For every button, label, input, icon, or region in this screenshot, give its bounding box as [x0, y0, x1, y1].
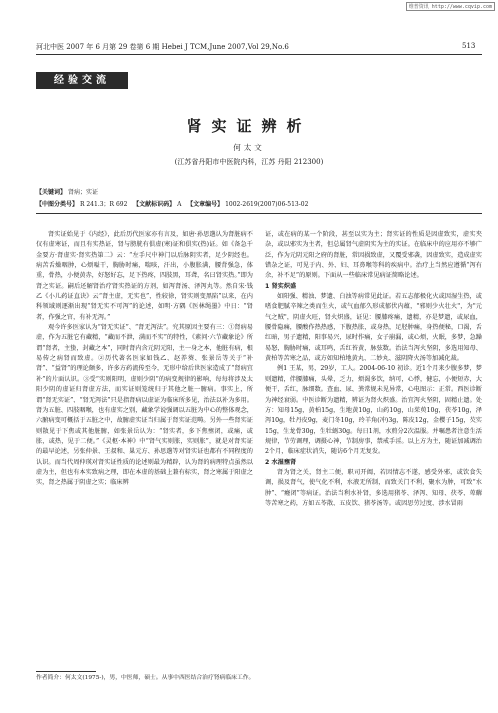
body-paragraph: 肾实证始见于《内经》，此后历代医家亦有言及，如唐·孙思邈认为肾脏病不仅有虚寒证，而且有实热证，肾与膀胱有俱虚(寒)证和俱实(热)证。如《备急千金要方·肾虚实·肾实热第二》云：“左手尺中神门以后脉阴实者，足少阴经也。病苦舌燥咽肿，心烦嗌干，胸胁时痛，喘咳，汗出，小腹胀满，腰背强急，体重，骨热，小便黄赤，好怒好忘，足下热疼，四肢黑，耳聋，名曰肾实热。”即为肾之实证。嗣后还解肾治疗肾实热证的方剂，如泻肾汤、泽泻丸等。然自宋·钱乙《小儿药证直诀》云“肾主虚，无实也”，性较徐，肾实则变黑陷”以来，在内科领域则逐渐出现“肾无实不可泻”的论述，如明·方隅《医林绳墨》中日：“肾者，作强之官，有补无泻。” [36, 231, 253, 321]
running-header: 河北中医 2007 年 6 月第 29 卷第 6 期 Hebei J TCM,June 2007,Vol 29,No.6 [36, 43, 289, 51]
doc-code-label: 【文献标识码】 [133, 201, 176, 208]
clc-value: R 241.3；R 692 [79, 201, 128, 208]
body-paragraph: 如阳强、精浊、梦遗、白浊等病常见此证。若五志郁极化火或因湿生热，或嗜食肥腻辛辣之类而生火，或气血郁久形成郁伏内蕴，"邪则少火壮火"，为"元气之贼"，阴虚火旺，肾火炽盛，证见：腰膝疼痛，遗精，亦是梦遗，或尿血，腰骨隐痛，腰酸作热热感，下腹热胀，或身热，足胫肿痛，身热便秘，口渴，舌红暗，男子遗精，阳事易兴，尿时作痛，女子崩漏，或心烦，火眠，多梦，急躁易怒，胸胁时痛，或耳鸣，舌红苔黄，脉弦数。治法当泻火坚阴，多选用知母、黄柏等苦寒之品，或方如知柏地黄丸、二妙丸、滋阴降火汤等加减化裁。 [265, 293, 482, 363]
keywords-line [36, 187, 98, 196]
section-heading-1: 1 肾实炽盛 [265, 282, 297, 290]
article-number-value: 1002-2619(2007)06-513-02 [225, 201, 309, 208]
affiliation: (江苏省丹阳市中医院内科，江苏 丹阳 212300) [174, 158, 324, 166]
section-heading-2: 2 水湿壅肾 [265, 458, 297, 466]
clc-label: 【中图分类号】 [36, 201, 79, 208]
case-report: 例1 王某，男，29岁，工人。2004-06-10 初诊。近1个月来少腹多梦，梦则遗精，伴腰膝痛，头晕，乏力，烦渴多饮，纳可，心悸，健忘，小便短赤，大便干，舌红，脉细数。查血、尿、粪常规未见异常，心电图示：正常。西医诊断为神经衰弱。中医诊断为遗精，辨证为肾火炽盛。治宜泻火坚阴，固精止遗。处方：知母15g，黄柏15g，生地黄10g，山药10g，山茱萸10g，茯苓10g，泽泻10g，牡丹皮9g，麦门冬10g，玲羊角(冲)3g，陈皮12g，金樱子15g，芡实15g，生龙骨30g，生牡蛎30g。每日1剂，水煎分2次温服。并嘱患者注意生活规律，节劳调理，调摄心神，节制房事，禁戒手淫。以上方为主，随证加减调治2个月，临床症状消失，随访6个月无复发。 [265, 365, 482, 456]
body-paragraph: 肾为肾之关，肾主二便，职司开阖，若因情志不遂，感受外邪，或饮食失调，损及肾气，使气化不利，水液无所制，而致关门不利，聚水为肿，可致“水肿”、“癃闭”等病证。治法当利水补肾，多选用猪苓、泽泻、知母、茯苓、萆薢等苦寒之药，方如五苓散、五皮饮、猪苓汤等。或因思劳过度、涉水冒雨 [265, 468, 482, 507]
classification-line [36, 199, 308, 208]
page-number: 513 [462, 42, 476, 50]
section-banner: 经验交流 [36, 72, 128, 89]
author-footnote: 作者简介：何太文(1975-)，男，中医师，硕士。从事中西医结合治疗肾病临床工作。 [36, 675, 255, 681]
header-rule [36, 54, 482, 55]
body-paragraph: 证，或在病的某一个阶段，甚至以实为主；肾实证的性质是因虚致实，虚实夹杂，或以邪实为主者，但总属肾气虚阴实为主的实证。在临床中的应用亦不够广泛，作为元阴元阳之府的肾脏，常因损致虚，又覆受邪袭，因虚致实，造成虚实错杂之证，可见于内、外、妇、耳鼻喉等科的疾病中。治疗上当然应遵循“泻有余，补不足”的原则。下面从一些临床常见病证简略论述。 [265, 231, 482, 280]
article-number-label: 【文章编号】 [187, 201, 224, 208]
article-title: 肾实证辨析 [186, 117, 312, 135]
keywords-rule [36, 213, 482, 214]
source-stamp: 维普资讯 http://www.cqvip.com [406, 2, 495, 11]
body-paragraph: 观今许多医家认为“肾无实证”、“肾无泻法”。究其原因主要有三：①肾病易虚，作为五脏它有藏精，“藏而不泄，满而不实”的特性，《素问·六节藏象论》所谓“肾者，主蛰，封藏之本”，同时肾内含元阴元阳，主一身之本，他脏有病，根易传之病肾而致虚。②历代著名医家如钱乙、赵养葵、张景岳等关于“补肾”、“益肾”的理论颇多，许多方药流传至今，无形中给后世医家造成了“肾病宜补”的片面认识。③受“实则阳明，虚则少阴”的病变规律的影响，每每将涉及太阳少阴的虚证归肾虚方法，而实证则笼统归于其他之脏一腑病。事实上，所谓“肾无实证”、“肾无泻法”只是指肾病以虚证为临床所多见，治法以补为多用。肾为五脏、四肢咽喉，也有虚实之别，藏象学说强调以五脏为中心的整体观念，六腑病变可概括于五脏之中，故腑虚实证当归属于肾实证范畴。另外一些肾实证则散见于下焦或其他脏腑，如张景岳认为：“肾实者，多下焦壅闭，或痛，或胀，或热，见于二便。”《灵枢·本神》中“肾气实则胀，实则胀”，就是对肾实证的最早论述，另张仲景、王叔和、巢元方、孙思邈等对肾实证也都有不同程度的认识。而当代周仲瑛对肾实证性质的论述则最为精辟，认为肾的病理特点虽然以虚为主，但也有本实致病之理，即在本虚的基础上兼有标实，肾之寒属于阳虚之实，肾之热属于阴虚之实；临床辨 [36, 324, 253, 487]
footnote-rule [36, 671, 96, 672]
keywords-label: 【关键词】 [36, 189, 67, 196]
keywords-value: 肾病；实证 [67, 189, 98, 196]
doc-code-value: A [177, 201, 182, 208]
left-column [36, 230, 253, 666]
right-column [265, 230, 482, 700]
author-name: 何太文 [233, 143, 265, 152]
